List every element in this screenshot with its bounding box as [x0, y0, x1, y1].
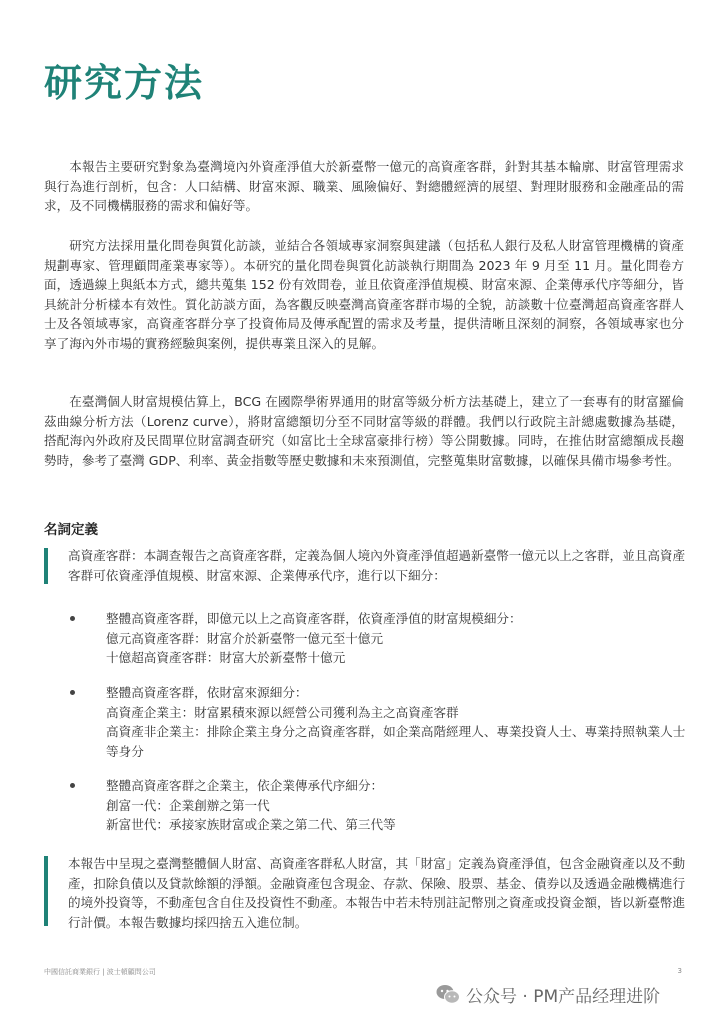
body-paragraph-3: 在臺灣個人財富規模估算上，BCG 在國際學術界通用的財富等級分析方法基礎上，建立了一套專有的財富羅倫茲曲線分析方法（Lorenz curve），將財富總額切分至不同財富等級的群體。我們以行政院主計總處數據為基礎，搭配海內外政府及民間單位財富調查研究（如富比士全球富豪排行榜）等公開數據。同時，在推估財富總額成長趨勢時，參考了臺灣 GDP、利率、黃金指數等歷史數據和未來預測值，完整蒐集財富數據，以確保具備市場參考性。 — [44, 394, 684, 468]
bullet-sub: 億元高資產客群：財富介於新臺幣一億元至十億元 — [106, 630, 384, 646]
wechat-icon — [436, 984, 460, 1006]
bullet-icon — [70, 690, 75, 695]
watermark — [436, 982, 660, 1007]
bullet-sub: 十億超高資產客群：財富大於新臺幣十億元 — [106, 650, 346, 665]
footer-source: 中國信託商業銀行 | 波士頓顧問公司 — [44, 968, 156, 976]
page-number: 3 — [677, 967, 682, 975]
bullet-icon — [70, 616, 75, 621]
bullet-head: 整體高資產客群，依財富來源細分： — [106, 685, 308, 700]
bullet-icon — [70, 783, 75, 788]
bullet-sub: 高資產企業主：財富累積來源以經營公司獲利為主之高資產客群 — [106, 704, 459, 720]
bullet-sub: 高資產非企業主：排除企業主身分之高資產客群，如企業高階經理人、專業投資人士、專業持照執業人士等身分 — [106, 724, 686, 759]
body-paragraph-1: 本報告主要研究對象為臺灣境內外資產淨值大於新臺幣一億元的高資產客群，針對其基本輪廓、財富管理需求與行為進行剖析，包含：人口結構、財富來源、職業、風險偏好、對總體經濟的展望、對理財服務和金融產品的需求，及不同機構服務的需求和偏好等。 — [44, 159, 684, 213]
bullet-head: 整體高資產客群之企業主，依企業傳承代序細分： — [106, 778, 384, 793]
bullet-item — [44, 683, 694, 761]
body-paragraph-2: 研究方法採用量化問卷與質化訪談，並結合各領域專家洞察與建議（包括私人銀行及私人財富管理機構的資產規劃專家、管理顧問產業專家等）。本研究的量化問卷與質化訪談執行期間為 2023 年 9 月至 11 月。量化問卷方面，透過線上與紙本方式，總共蒐集 152 份有效問卷，並且依資產淨值規模、財富來源、企業傳承代序等細分，皆具統計分析樣本有效性。質化訪談方面，為客觀反映臺灣高資產客群市場的全貌，訪談數十位臺灣超高資產客群人士及各領域專家，高資產客群分享了投資佈局及傳承配置的需求及考量，提供清晰且深刻的洞察，各領域專家也分享了海內外市場的實務經驗與案例，提供專業且深入的見解。 — [44, 238, 684, 351]
page-title: 研究方法 — [44, 61, 205, 105]
bullet-item — [44, 776, 694, 835]
definition-intro: 高資產客群：本調查報告之高資產客群，定義為個人境內外資產淨值超過新臺幣一億元以上之客群，並且高資產客群可依資產淨值規模、財富來源、企業傳承代序，進行以下細分： — [68, 548, 686, 583]
wealth-definition-note: 本報告中呈現之臺灣整體個人財富、高資產客群私人財富，其「財富」定義為資產淨值，包含金融資產以及不動產，扣除負債以及貸款餘額的淨額。金融資產包含現金、存款、保險、股票、基金、債券以及透過金融機構進行的境外投資等，不動產包含自住及投資性不動產。本報告中若未特別註記幣別之資產或投資金額，皆以新臺幣進行計價。本報告數據均採四捨五入進位制。 — [68, 856, 686, 930]
definitions-heading: 名詞定義 — [44, 522, 98, 538]
watermark-text: 公众号 · PM产品经理进阶 — [466, 987, 661, 1007]
bullet-item — [44, 609, 694, 668]
bullet-head: 整體高資產客群，即億元以上之高資產客群，依資產淨值的財富規模細分： — [106, 611, 522, 626]
accent-bar — [44, 548, 48, 584]
bullet-sub: 新富世代：承接家族財富或企業之第二代、第三代等 — [106, 817, 396, 832]
accent-bar — [44, 856, 48, 926]
bullet-sub: 創富一代：企業創辦之第一代 — [106, 797, 270, 813]
